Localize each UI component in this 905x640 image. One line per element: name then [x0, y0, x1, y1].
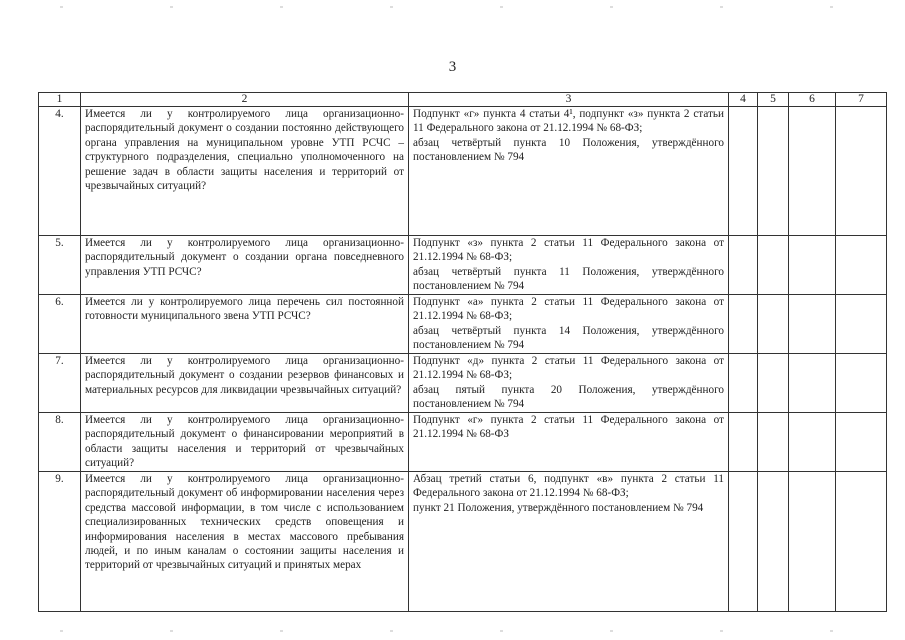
table-row — [39, 472, 887, 612]
header-row — [39, 93, 887, 107]
empty-cell — [836, 107, 887, 236]
empty-cell — [789, 295, 836, 354]
empty-cell — [729, 295, 758, 354]
row-number: 7. — [39, 354, 81, 413]
table-row — [39, 236, 887, 295]
reference-cell — [409, 236, 729, 295]
column-header: 6 — [789, 93, 836, 107]
empty-cell — [836, 295, 887, 354]
column-header: 4 — [729, 93, 758, 107]
empty-cell — [789, 413, 836, 472]
column-header: 2 — [81, 93, 409, 107]
column-header: 7 — [836, 93, 887, 107]
column-header: 1 — [39, 93, 81, 107]
reference-cell — [409, 413, 729, 472]
empty-cell — [836, 413, 887, 472]
empty-cell — [789, 236, 836, 295]
reference-cell — [409, 354, 729, 413]
empty-cell — [836, 354, 887, 413]
empty-cell — [789, 107, 836, 236]
reference-line: Абзац третий статьи 6, подпункт «в» пункта 2 статьи 11 Федерального закона от 21.12.1994 № 68-ФЗ; — [413, 473, 724, 500]
table-row — [39, 354, 887, 413]
empty-cell — [836, 472, 887, 612]
reference-line: абзац пятый пункта 20 Положения, утверждённого постановлением № 794 — [413, 383, 724, 411]
row-number: 9. — [39, 472, 81, 612]
reference-line: абзац четвёртый пункта 14 Положения, утверждённого постановлением № 794 — [413, 324, 724, 352]
reference-line: Подпункт «з» пункта 2 статьи 11 Федерального закона от 21.12.1994 № 68-ФЗ; — [413, 237, 724, 264]
empty-cell — [758, 236, 789, 295]
reference-line: Подпункт «а» пункта 2 статьи 11 Федерального закона от 21.12.1994 № 68-ФЗ; — [413, 296, 724, 323]
reference-line: абзац четвёртый пункта 10 Положения, утверждённого постановлением № 794 — [413, 136, 724, 164]
column-header: 3 — [409, 93, 729, 107]
scan-artifact-top — [0, 6, 905, 8]
empty-cell — [729, 472, 758, 612]
scan-artifact-bottom — [0, 630, 905, 632]
reference-cell — [409, 472, 729, 612]
column-header: 5 — [758, 93, 789, 107]
question-cell: Имеется ли у контролируемого лица организационно-распорядительный документ о создании постоянно действующего органа управления на муниципальном уровне УТП РСЧС – структурного подразделения, специально уполномоченного на решение задач в области защиты населения и территорий от чрезвычайных ситуаций? — [81, 107, 409, 236]
reference-cell — [409, 295, 729, 354]
empty-cell — [729, 107, 758, 236]
empty-cell — [729, 354, 758, 413]
table-row — [39, 295, 887, 354]
reference-line: Подпункт «г» пункта 4 статьи 4¹, подпункт «з» пункта 2 статьи 11 Федерального закона от 21.12.1994 № 68-ФЗ; — [413, 108, 724, 135]
reference-line: Подпункт «д» пункта 2 статьи 11 Федерального закона от 21.12.1994 № 68-ФЗ; — [413, 355, 724, 382]
empty-cell — [729, 236, 758, 295]
row-number: 4. — [39, 107, 81, 236]
table-row — [39, 413, 887, 472]
checklist-table — [38, 92, 887, 612]
empty-cell — [789, 472, 836, 612]
empty-cell — [758, 354, 789, 413]
row-number: 5. — [39, 236, 81, 295]
row-number: 8. — [39, 413, 81, 472]
question-cell: Имеется ли у контролируемого лица организационно-распорядительный документ о создании резервов финансовых и материальных ресурсов для ликвидации чрезвычайных ситуаций? — [81, 354, 409, 413]
reference-line: Подпункт «г» пункта 2 статьи 11 Федерального закона от 21.12.1994 № 68-ФЗ — [413, 414, 724, 441]
page-number: 3 — [448, 59, 457, 75]
question-cell: Имеется ли у контролируемого лица перечень сил постоянной готовности муниципального звена УТП РСЧС? — [81, 295, 409, 354]
empty-cell — [729, 413, 758, 472]
empty-cell — [758, 472, 789, 612]
reference-line: пункт 21 Положения, утверждённого постановлением № 794 — [413, 501, 704, 514]
empty-cell — [836, 236, 887, 295]
empty-cell — [758, 295, 789, 354]
table-row — [39, 107, 887, 236]
empty-cell — [758, 413, 789, 472]
question-cell: Имеется ли у контролируемого лица организационно-распорядительный документ о финансировании мероприятий в области защиты населения и территорий от чрезвычайных ситуаций? — [81, 413, 409, 472]
reference-line: абзац четвёртый пункта 11 Положения, утверждённого постановлением № 794 — [413, 265, 724, 293]
empty-cell — [758, 107, 789, 236]
question-cell: Имеется ли у контролируемого лица организационно-распорядительный документ об информировании населения через средства массовой информации, в том числе с использованием специализированных технических средств оповещения и информирования населения в местах массового пребывания людей, и по иным каналам о состоянии защиты населения и территорий от чрезвычайных ситуаций и принятых мерах — [81, 472, 409, 612]
empty-cell — [789, 354, 836, 413]
question-cell: Имеется ли у контролируемого лица организационно-распорядительный документ о создании органа повседневного управления УТП РСЧС? — [81, 236, 409, 295]
row-number: 6. — [39, 295, 81, 354]
reference-cell — [409, 107, 729, 236]
